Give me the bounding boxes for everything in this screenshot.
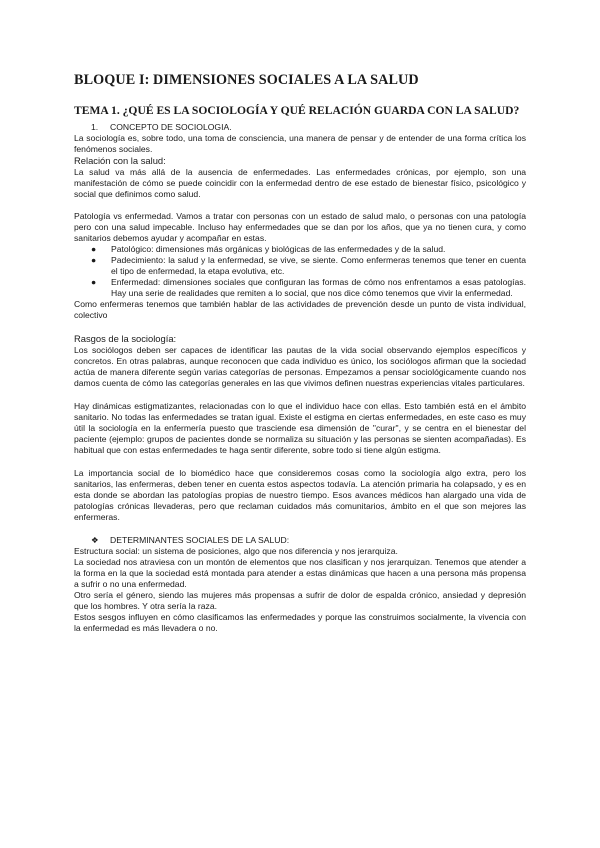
bullet-icon: ● xyxy=(91,244,97,254)
section-heading xyxy=(74,122,526,133)
bullet-list xyxy=(74,244,526,299)
bullet-text: Enfermedad: dimensiones sociales que configuran las formas de cómo nos enfrentamos a esas patologías. Hay una serie de realidades que remiten a lo social, que nos dice cómo tenemos que vivir la enfermedad. xyxy=(111,277,526,298)
topic-title: TEMA 1. ¿QUÉ ES LA SOCIOLOGÍA Y QUÉ RELACIÓN GUARDA CON LA SALUD? xyxy=(74,104,520,117)
document-content xyxy=(74,71,526,634)
determinants-heading-label: DETERMINANTES SOCIALES DE LA SALUD: xyxy=(110,535,290,545)
diamond-bullet-icon: ❖ xyxy=(91,535,99,545)
relation-heading: Relación con la salud: xyxy=(74,155,166,166)
bullet-icon: ● xyxy=(91,255,97,265)
pathology-paragraph: Patología vs enfermedad. Vamos a tratar con personas con un estado de salud malo, o personas con una patología pero con una salud impecable. Incluso hay enfermedades que se dan por los años, que ya no tienen cura, y como sanitarios debemos ayudar y acompañar en estas. xyxy=(74,211,526,243)
determinants-line: Estos sesgos influyen en cómo clasificamos las enfermedades y porque las construimos socialmente, la vivencia con la enfermedad es más llevadera o no. xyxy=(74,612,526,633)
bullet-icon: ● xyxy=(91,277,97,287)
bullet-text: Padecimiento: la salud y la enfermedad, se vive, se siente. Como enfermeras tenemos que tener en cuenta el tipo de enfermedad, la etapa evolutiva, etc. xyxy=(111,255,526,276)
section-number: 1. xyxy=(91,122,99,132)
traits-heading: Rasgos de la sociología: xyxy=(74,333,177,344)
determinants-line: Otro sería el género, siendo las mujeres más propensas a sufrir de dolor de espalda crónico, ansiedad y depresión que los hombres. Y otra sería la raza. xyxy=(74,590,526,611)
biomedical-paragraph: La importancia social de lo biomédico hace que consideremos cosas como la sociología algo extra, pero los sanitarios, las enfermeras, deben tener en cuenta estos aspectos todavía. La atención primaria ha colapsado, y es en esta donde se abordan las patologías propias de nuestro tiempo. Esos avances médicos han alargado una vida de patologías crónicas llevaderas, pero que reclaman cuidados más comunitarios, ámbito en el que son mejores las enfermeras. xyxy=(74,468,526,522)
bullet-text: Patológico: dimensiones más orgánicas y biológicas de las enfermedades y de la salud. xyxy=(111,244,446,254)
prevention-paragraph: Como enfermeras tenemos que también hablar de las actividades de prevención desde un punto de vista individual, colectivo xyxy=(74,299,526,320)
determinants-heading xyxy=(74,535,526,546)
sociology-definition: La sociología es, sobre todo, una toma de consciencia, una manera de pensar y de entender de una forma crítica los fenómenos sociales. xyxy=(74,133,526,154)
list-item xyxy=(74,244,526,255)
block-title: BLOQUE I: DIMENSIONES SOCIALES A LA SALUD xyxy=(74,72,419,88)
stigma-paragraph: Hay dinámicas estigmatizantes, relacionadas con lo que el individuo hace con ellas. Esto también está en el ámbito sanitario. No todas las enfermedades se tratan igual. Existe el estigma en ciertas enfermedades, en este caso es muy útil la sociología en la enfermería puesto que trasciende esa dimensión de "curar", y se centra en el bienestar del paciente (ejemplo: grupos de pacientes donde se normaliza su situación y las personas se sienten acompañadas). Es habitual que con estas enfermedades te haga sentir diferente, sobre todo si tiene algún estigma. xyxy=(74,401,526,455)
determinants-line: La sociedad nos atraviesa con un montón de elementos que nos clasifican y nos jerarquizan. Tenemos que atender a la forma en la que la sociedad está montada para atender a estas dinámicas que hacen a una persona más propensa a sufrir o no una enfermedad. xyxy=(74,557,526,589)
relation-paragraph: La salud va más allá de la ausencia de enfermedades. Las enfermedades crónicas, por ejemplo, son una manifestación de cómo se puede coincidir con la enfermedad dentro de ese estado de bienestar físico, psicológico y social que definimos como salud. xyxy=(74,167,526,199)
traits-paragraph: Los sociólogos deben ser capaces de identificar las pautas de la vida social observando ejemplos específicos y concretos. En otras palabras, aunque reconocen que cada individuo es único, los sociólogos afirman que la sociedad actúa de manera diferente según varias categorías de personas. Empezamos a pensar sociológicamente cuando nos damos cuenta de cómo las categorías generales en las que vivimos definen nuestras experiencias vitales particulares. xyxy=(74,345,526,388)
list-item xyxy=(74,255,526,277)
section-heading-label: CONCEPTO DE SOCIOLOGIA. xyxy=(110,122,232,132)
list-item xyxy=(74,277,526,299)
determinants-line: Estructura social: un sistema de posiciones, algo que nos diferencia y nos jerarquiza. xyxy=(74,546,398,556)
